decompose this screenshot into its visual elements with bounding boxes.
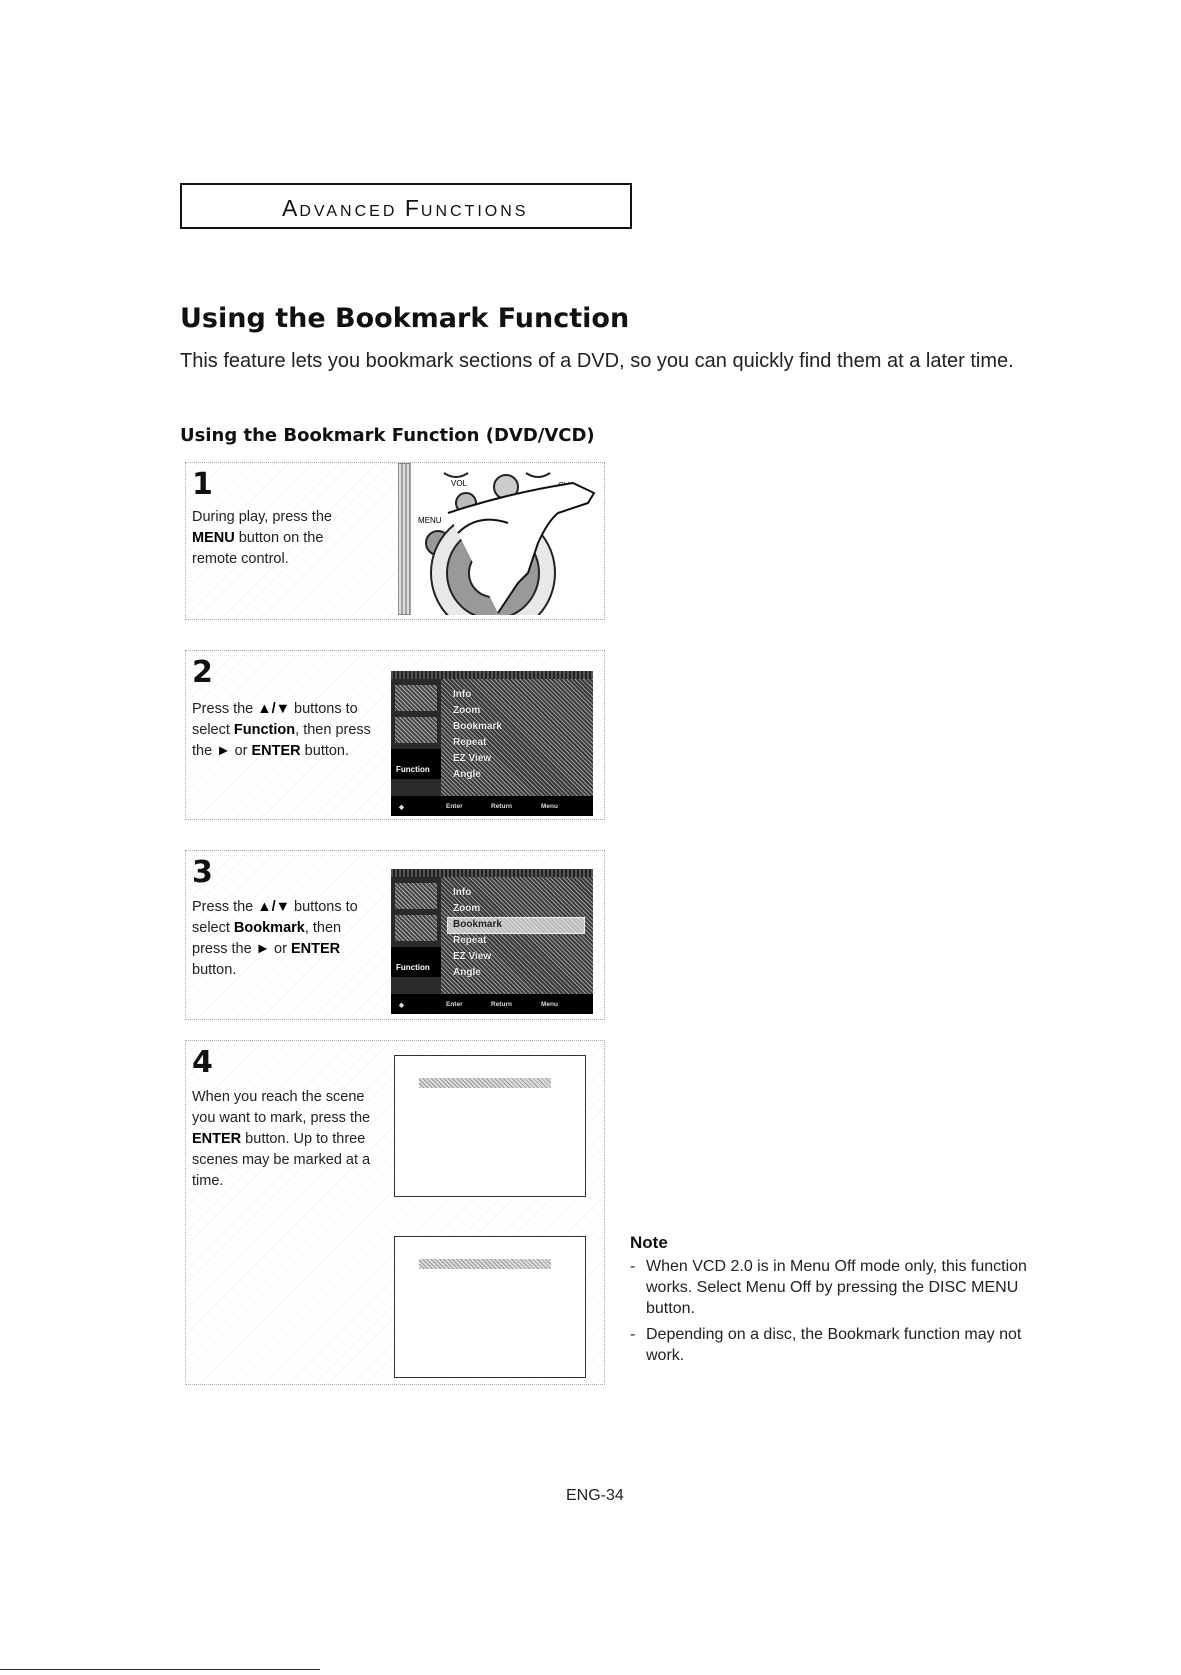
dpad-icon: ◆ xyxy=(399,1002,404,1009)
page-number: ENG-34 xyxy=(566,1487,624,1504)
osd-item-zoom: Zoom xyxy=(453,903,481,914)
section-header-label xyxy=(282,195,528,222)
step-3-panel xyxy=(185,850,605,1020)
step-number: 2 xyxy=(192,655,213,690)
osd-footer xyxy=(391,994,593,1014)
step-instruction: When you reach the scene you want to mark, press the ENTER button. Up to three scenes may be marked at a time. xyxy=(192,1089,371,1189)
osd-item-info: Info xyxy=(453,689,472,700)
osd-footer xyxy=(391,796,593,816)
step-number: 1 xyxy=(192,467,213,502)
osd-item-angle: Angle xyxy=(453,967,481,978)
title-menu-icon xyxy=(395,717,437,743)
osd-footer-return: Return xyxy=(491,1001,512,1008)
disc-menu-icon xyxy=(395,685,437,711)
note-heading: Note xyxy=(630,1233,668,1252)
intro-text: This feature lets you bookmark sections of a DVD, so you can quickly find them at a later time. xyxy=(180,350,1014,372)
step-number: 3 xyxy=(192,855,213,890)
osd-item-info: Info xyxy=(453,887,472,898)
osd-item-ez-view: EZ View xyxy=(453,753,492,764)
menu-label: MENU xyxy=(418,516,442,525)
bookmark-bar xyxy=(419,1259,551,1269)
osd-footer-menu: Menu xyxy=(541,803,558,810)
step-instruction: Press the ▲/▼ buttons to select Bookmark, then press the ► or ENTER button. xyxy=(192,899,358,978)
note-item: - Depending on a disc, the Bookmark function may not work. xyxy=(630,1324,1030,1366)
note-item: - When VCD 2.0 is in Menu Off mode only, this function works. Select Menu Off by pressing the DISC MENU button. xyxy=(630,1256,1030,1319)
section-header-rest-1: DVANCED xyxy=(299,203,405,220)
section-header-initial-2: F xyxy=(404,195,421,221)
section-header-rest-2: UNCTIONS xyxy=(420,203,529,220)
disc-menu-icon xyxy=(395,883,437,909)
remote-control-illustration xyxy=(398,463,603,615)
function-tab: Function xyxy=(391,947,441,977)
osd-item-angle: Angle xyxy=(453,769,481,780)
step-instruction: Press the ▲/▼ buttons to select Function, then press the ► or ENTER button. xyxy=(192,701,371,759)
osd-footer-enter: Enter xyxy=(446,803,463,810)
osd-footer-enter: Enter xyxy=(446,1001,463,1008)
step-4-panel xyxy=(185,1040,605,1385)
osd-footer-menu: Menu xyxy=(541,1001,558,1008)
footer-rule xyxy=(0,1669,320,1670)
step-2-panel xyxy=(185,650,605,820)
step-1-panel xyxy=(185,462,605,620)
step-number: 4 xyxy=(192,1045,213,1080)
osd-item-repeat: Repeat xyxy=(453,935,487,946)
dpad-icon: ◆ xyxy=(399,804,404,811)
bookmark-bar xyxy=(419,1078,551,1088)
step-instruction: During play, press the MENU button on the remote control. xyxy=(192,509,332,567)
osd-item-bookmark: Bookmark xyxy=(453,721,502,732)
note-list xyxy=(630,1256,1030,1371)
osd-menu-screen xyxy=(391,869,593,1014)
osd-item-zoom: Zoom xyxy=(453,705,481,716)
osd-item-bookmark: Bookmark xyxy=(453,919,502,930)
section-subtitle: Using the Bookmark Function (DVD/VCD) xyxy=(180,425,595,446)
osd-menu-screen xyxy=(391,671,593,816)
title-menu-icon xyxy=(395,915,437,941)
section-header-box xyxy=(180,183,632,229)
function-tab: Function xyxy=(391,749,441,779)
osd-item-ez-view: EZ View xyxy=(453,951,492,962)
vol-label: VOL xyxy=(451,479,468,488)
section-header-initial-1: A xyxy=(282,195,300,221)
page-title: Using the Bookmark Function xyxy=(180,303,630,334)
osd-item-repeat: Repeat xyxy=(453,737,487,748)
bookmark-screen-2 xyxy=(394,1236,586,1378)
bookmark-screen-1 xyxy=(394,1055,586,1197)
osd-footer-return: Return xyxy=(491,803,512,810)
